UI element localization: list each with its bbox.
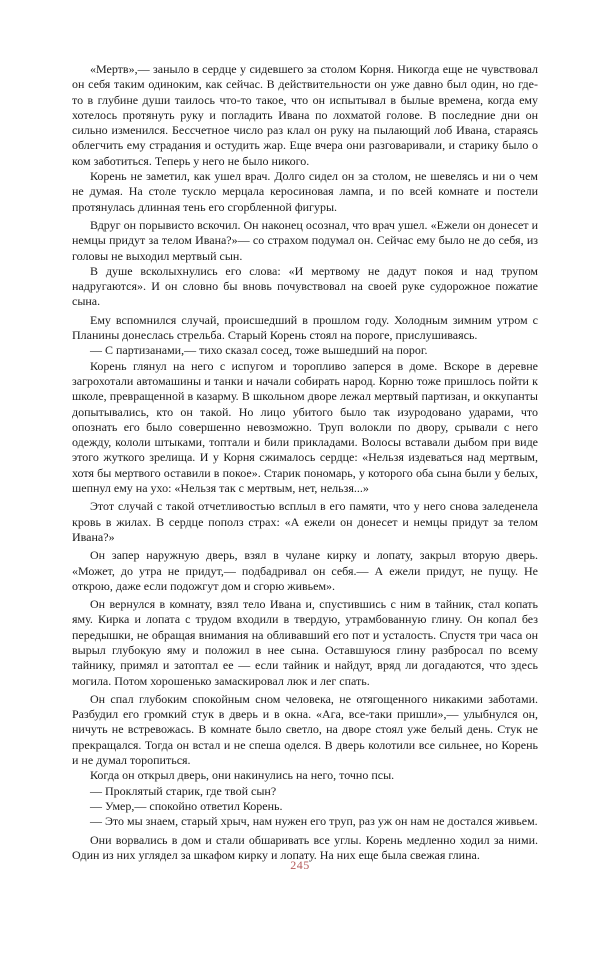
paragraph: Этот случай с такой отчетливостью всплыл в его памяти, что у него снова заледенела кровь в жилах. В сердце пополз страх: «А ежели он донесет и немцы придут за телом Ивана?» bbox=[72, 499, 538, 544]
paragraph: — С партизанами,— тихо сказал сосед, тоже вышедший на порог. bbox=[90, 343, 428, 358]
page-number: 245 bbox=[290, 858, 310, 872]
paragraph: Корень глянул на него с испугом и торопливо заперся в доме. Вскоре в деревне загрохотали автомашины и танки и начали собирать народ. Корню тоже пришлось пойти к школе, превращенной в казарму. В школьном дворе лежал мертвый партизан, и оккупанты допытывались, кто он такой. Но лицо убитого было так изуродовано ударами, что опознать его было совершенно невозможно. Труп волокли по двору, срывали с него одежду, кололи штыками, топтали и били прикладами. Волосы вставали дыбом при виде этого жуткого зрелища. И у Корня сжималось сердце: «Нельзя издеваться над мертвым, хотя бы мертвого оставили в покое». Старик пономарь, у которого оба сына были у белых, шепнул ему на ухо: «Нельзя так с мертвым, нет, нельзя...» bbox=[72, 358, 538, 496]
dialogue-line: — Это мы знаем, старый хрыч, нам нужен его труп, раз уж он нам не достался живьем. bbox=[90, 814, 538, 829]
paragraph: Вдруг он порывисто вскочил. Он наконец осознал, что врач ушел. «Ежели он донесет и немцы придут за телом Ивана?»— со страхом подумал он. Сейчас ему было не до себя, из головы не выходил мертвый сын. bbox=[72, 217, 538, 263]
dialogue-line: — Умер,— спокойно ответил Корень. bbox=[90, 798, 283, 813]
paragraph: Он запер наружную дверь, взял в чулане кирку и лопату, закрыл вторую дверь. «Может, до утра не придут,— подбадривал он себя.— А ежели придут, не пущу. Не открою, даже если подожгут дом и сгорю живьем». bbox=[72, 548, 538, 593]
paragraph: Когда он открыл дверь, они накинулись на него, точно псы. bbox=[90, 768, 395, 783]
paragraph: Корень не заметил, как ушел врач. Долго сидел он за столом, не шевелясь и ни о чем не думая. На столе тускло мерцала керосиновая лампа, и по всей комнате и постели протянулась длинная тень его сгорбленной фигуры. bbox=[72, 169, 538, 214]
paragraph: Он вернулся в комнату, взял тело Ивана и, спустившись с ним в тайник, стал копать яму. Кирка и лопата с трудом входили в твердую, утрамбованную глину. Он копал без передышки, не обращая внимания на обливавший его пот и усталость. Спустя три часа он вырыл глубокую яму и положил в нее сына. Оставшуюся глину разбросал по всему тайнику, примял и затоптал ее — если тайник и найдут, вряд ли догадаются, что здесь могила. Потом хорошенько замаскировал люк и лег спать. bbox=[72, 597, 538, 688]
dialogue-line: — Проклятый старик, где твой сын? bbox=[90, 783, 277, 798]
paragraph: «Мертв»,— заныло в сердце у сидевшего за столом Корня. Никогда еще не чувствовал он себя таким одиноким, как сейчас. В действительности он уже давно был один, но где-то в глубине души таилось что-то такое, что он испытывал в былые времена, когда ему хотелось протянуть руку и погладить Ивана по лохматой голове. В последние дни он сильно изменился. Бессчетное число раз клал он руку на пылающий лоб Ивана, стараясь облегчить ему страдания и остудить жар. Еще вчера они разговаривали, и старику было о ком заботиться. Теперь у него не было никого. bbox=[72, 62, 538, 168]
paragraph: Он спал глубоким спокойным сном человека, не отягощенного никакими заботами. Разбудил его громкий стук в дверь и в окна. «Ага, все-таки пришли»,— улыбнулся он, ничуть не встревожась. В комнате было светло, на дворе стоял уже белый день. Стук не прекращался. Тогда он встал и не спеша оделся. В дверь колотили все сильнее, но Корень и не думал торопиться. bbox=[72, 691, 538, 768]
page-body bbox=[72, 62, 538, 863]
paragraph: В душе всколыхнулись его слова: «И мертвому не дадут покоя и над трупом надругаются». И он словно бы вновь почувствовал на своей руке судорожное пожатие сына. bbox=[72, 263, 538, 309]
paragraph: Ему вспомнился случай, происшедший в прошлом году. Холодным зимним утром с Планины донеслась стрельба. Старый Корень стоял на пороге, прислушиваясь. bbox=[72, 312, 538, 343]
paragraph: Они ворвались в дом и стали обшаривать все углы. Корень медленно ходил за ними. Один из них углядел за шкафом кирку и лопату. На них еще была свежая глина. bbox=[72, 832, 538, 862]
